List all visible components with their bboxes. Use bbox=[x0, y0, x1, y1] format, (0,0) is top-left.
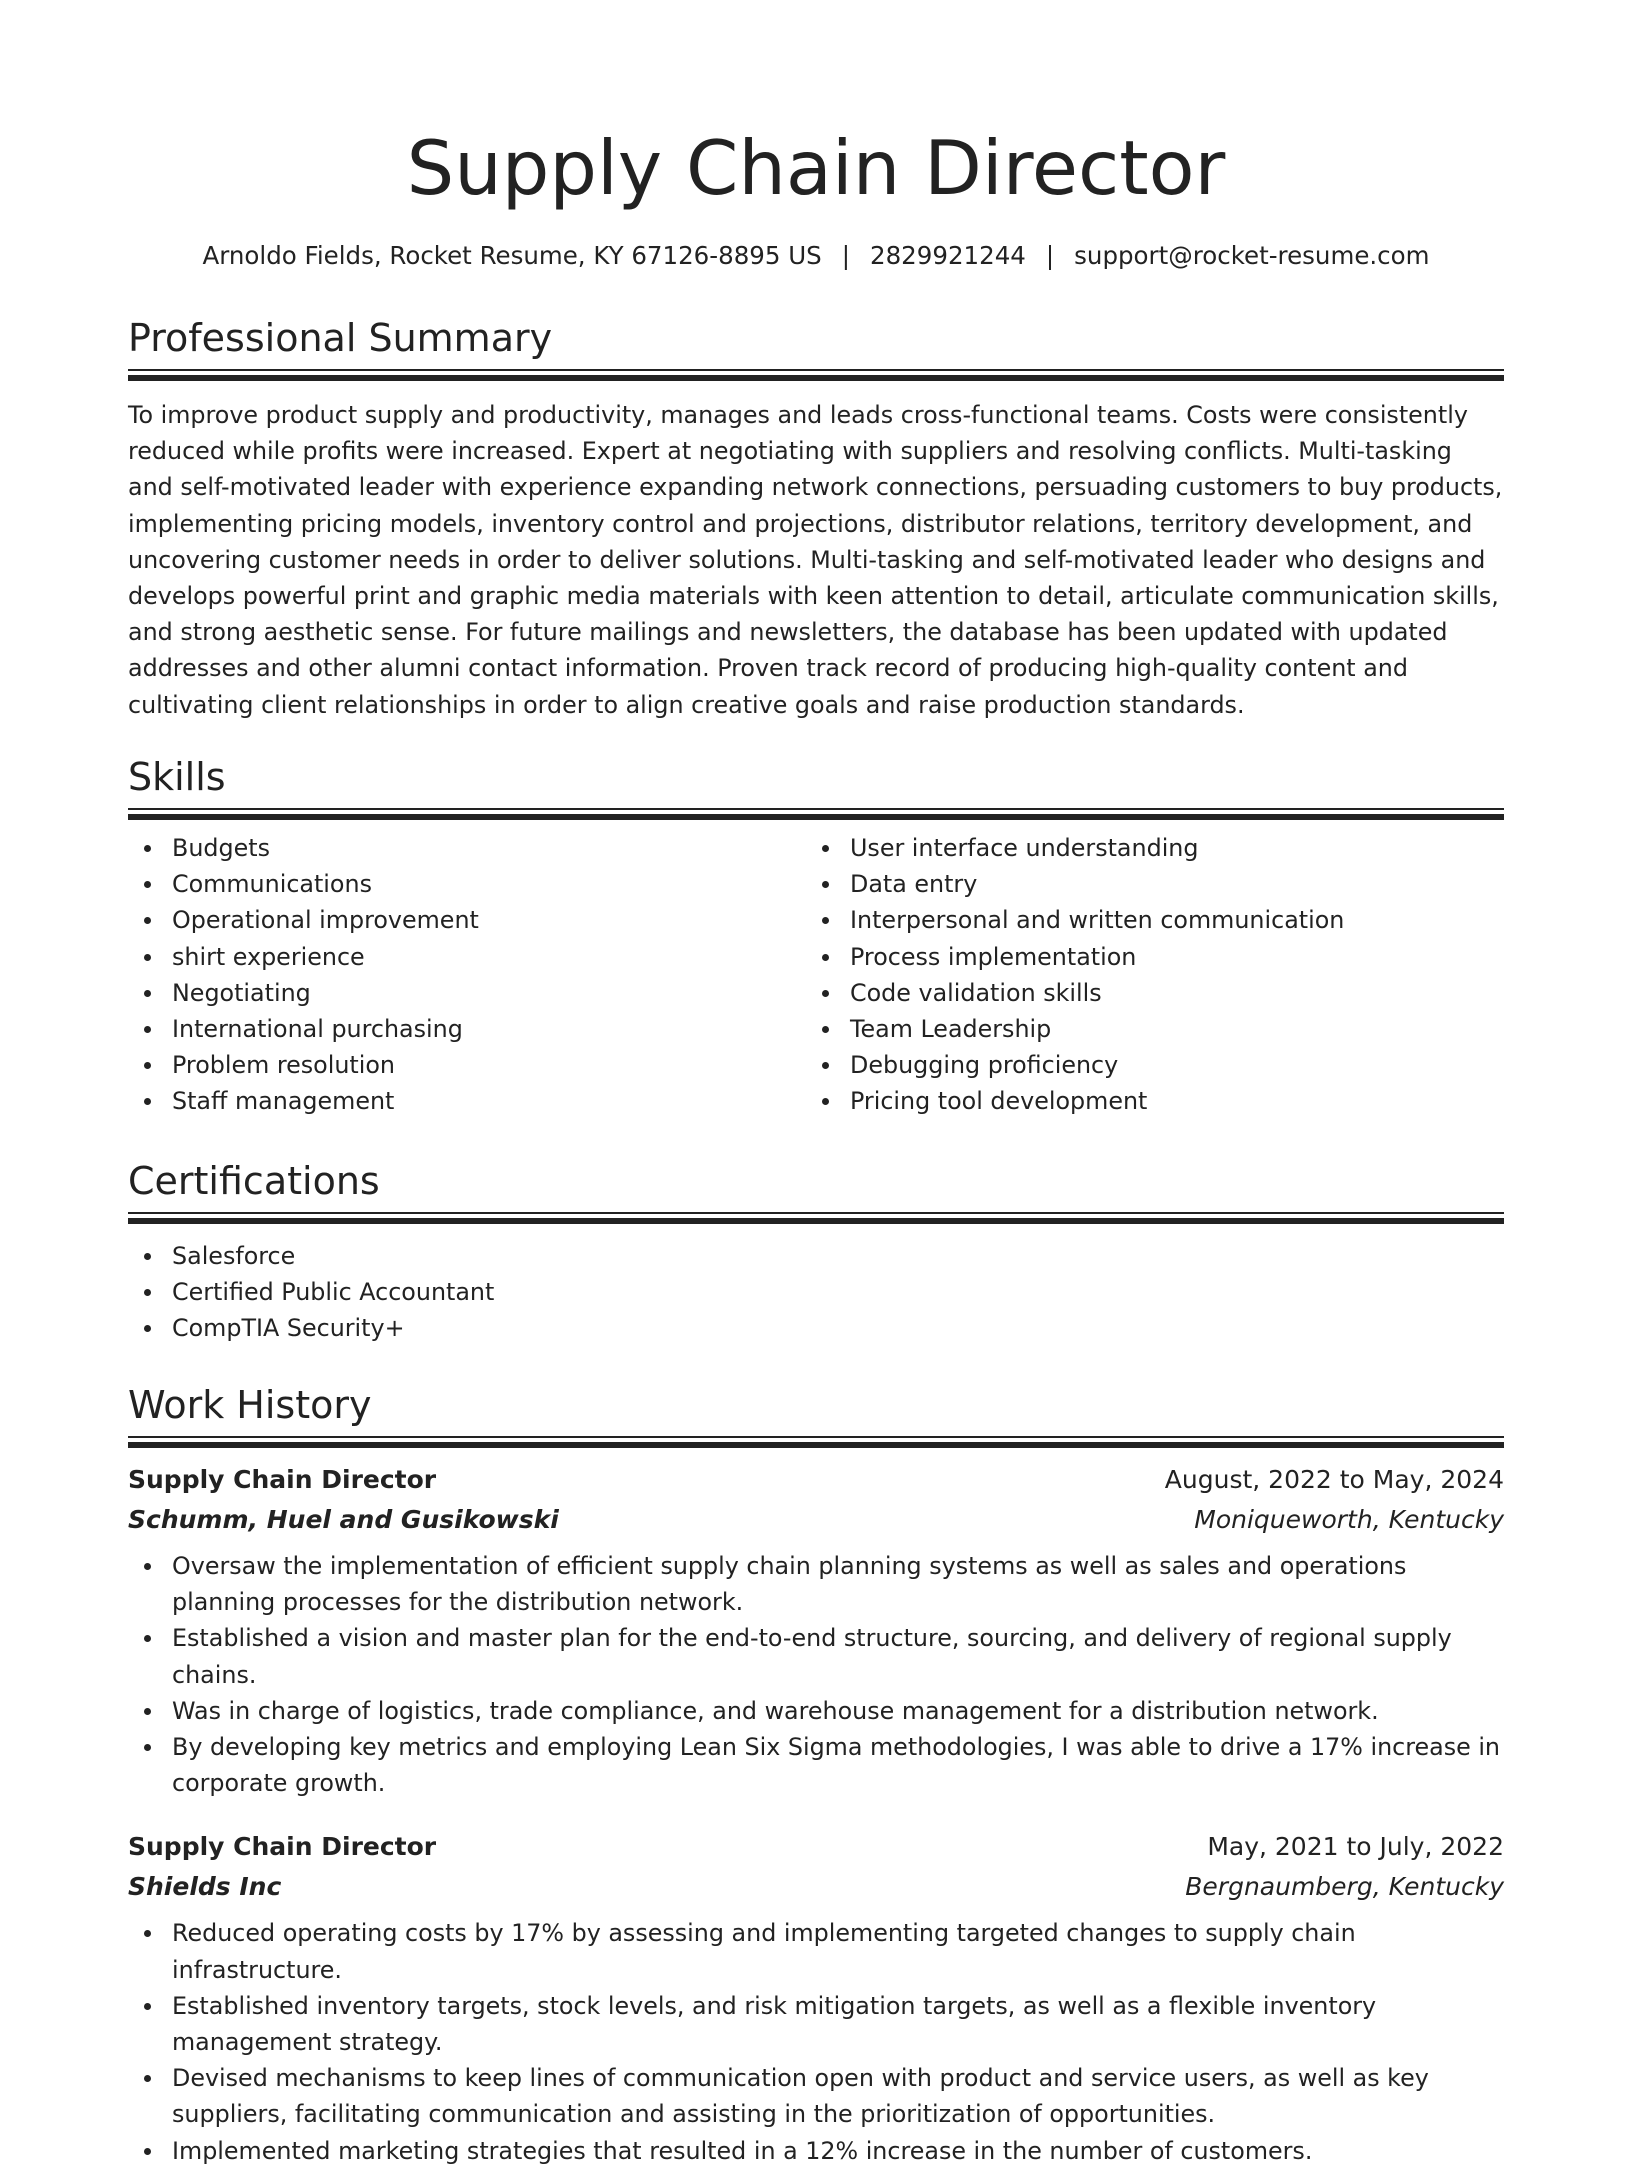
certification-item: CompTIA Security+ bbox=[172, 1310, 1504, 1346]
skill-item: Data entry bbox=[850, 866, 1484, 902]
skill-item: Problem resolution bbox=[172, 1047, 806, 1083]
skill-item: Interpersonal and written communication bbox=[850, 902, 1484, 938]
skills-heading: Skills bbox=[128, 755, 226, 799]
skill-item: User interface understanding bbox=[850, 830, 1484, 866]
work-history-section bbox=[128, 1380, 1504, 2169]
jobs-list bbox=[128, 1460, 1504, 2169]
job-bullet: Oversaw the implementation of efficient supply chain planning systems as well as sales and operations planning processes for the distribution network. bbox=[172, 1548, 1504, 1620]
job-bullet: Established inventory targets, stock levels, and risk mitigation targets, as well as a flexible inventory management strategy. bbox=[172, 1988, 1504, 2060]
summary-text: To improve product supply and productivity, manages and leads cross-functional teams. Costs were consistently reduced while profits were increased. Expert at negotiating with suppliers and resolving conflicts. Multi-tasking and self-motivated leader with experience expanding network connections, persuading customers to buy products, implementing pricing models, inventory control and projections, distributor relations, territory development, and uncovering customer needs in order to deliver solutions. Multi-tasking and self-motivated leader who designs and develops powerful print and graphic media materials with keen attention to detail, articulate communication skills, and strong aesthetic sense. For future mailings and newsletters, the database has been updated with updated addresses and other alumni contact information. Proven track record of producing high-quality content and cultivating client relationships in order to align creative goals and raise production standards. bbox=[128, 401, 1503, 719]
job-bullets bbox=[128, 1915, 1504, 2168]
contact-separator: | bbox=[1045, 241, 1055, 270]
skill-item: International purchasing bbox=[172, 1011, 806, 1047]
job-location: Bergnaumberg, Kentucky bbox=[1185, 1872, 1504, 1902]
job-header-row bbox=[128, 1460, 1504, 1500]
skills-list-right bbox=[806, 830, 1484, 1120]
skill-item: Communications bbox=[172, 866, 806, 902]
job-bullets bbox=[128, 1548, 1504, 1801]
job-location: Moniqueworth, Kentucky bbox=[1194, 1505, 1504, 1534]
certification-item: Salesforce bbox=[172, 1238, 1504, 1274]
job-dates: May, 2021 to July, 2022 bbox=[1207, 1832, 1504, 1862]
contact-phone: 2829921244 bbox=[870, 241, 1026, 270]
summary-heading: Professional Summary bbox=[128, 316, 553, 360]
contact-email: support@rocket-resume.com bbox=[1074, 241, 1430, 270]
skill-item: Code validation skills bbox=[850, 975, 1484, 1011]
job-company: Shields Inc bbox=[128, 1872, 282, 1902]
certification-item: Certified Public Accountant bbox=[172, 1274, 1504, 1310]
job-company: Schumm, Huel and Gusikowski bbox=[128, 1505, 559, 1534]
skills-list-left bbox=[128, 830, 806, 1120]
job-entry bbox=[128, 1460, 1504, 1801]
skill-item: Debugging proficiency bbox=[850, 1047, 1484, 1083]
job-company-row bbox=[128, 1500, 1504, 1540]
work-history-heading: Work History bbox=[128, 1383, 372, 1427]
skill-item: Pricing tool development bbox=[850, 1083, 1484, 1119]
job-entry bbox=[128, 1827, 1504, 2168]
section-divider bbox=[128, 369, 1504, 381]
job-header-row bbox=[128, 1827, 1504, 1867]
job-title: Supply Chain Director bbox=[128, 1465, 437, 1494]
skill-item: shirt experience bbox=[172, 939, 806, 975]
section-divider bbox=[128, 1212, 1504, 1224]
job-bullet: Was in charge of logistics, trade compliance, and warehouse management for a distribution network. bbox=[172, 1693, 1504, 1729]
skills-grid bbox=[128, 830, 1504, 1120]
certifications-heading: Certifications bbox=[128, 1159, 380, 1203]
skills-column-left bbox=[128, 830, 806, 1120]
skill-item: Staff management bbox=[172, 1083, 806, 1119]
skill-item: Budgets bbox=[172, 830, 806, 866]
job-bullet: Reduced operating costs by 17% by assessing and implementing targeted changes to supply chain infrastructure. bbox=[172, 1915, 1504, 1987]
job-bullet: Devised mechanisms to keep lines of communication open with product and service users, as well as key suppliers, facilitating communication and assisting in the prioritization of opportunities. bbox=[172, 2060, 1504, 2132]
skills-column-right bbox=[806, 830, 1484, 1120]
contact-address: Arnoldo Fields, Rocket Resume, KY 67126-8895 US bbox=[202, 241, 822, 270]
skill-item: Operational improvement bbox=[172, 902, 806, 938]
skill-item: Negotiating bbox=[172, 975, 806, 1011]
section-divider bbox=[128, 808, 1504, 820]
skills-section bbox=[128, 752, 1504, 1120]
summary-section bbox=[128, 313, 1504, 723]
certifications-section bbox=[128, 1156, 1504, 1347]
job-company-row bbox=[128, 1867, 1504, 1907]
contact-separator: | bbox=[841, 241, 850, 270]
skill-item: Team Leadership bbox=[850, 1011, 1484, 1047]
section-divider bbox=[128, 1436, 1504, 1448]
job-title: Supply Chain Director bbox=[128, 1832, 437, 1862]
certifications-list bbox=[128, 1238, 1504, 1347]
contact-line bbox=[128, 236, 1504, 276]
job-bullet: Implemented marketing strategies that resulted in a 12% increase in the number of customers. bbox=[172, 2133, 1504, 2169]
resume-title: Supply Chain Director bbox=[406, 124, 1226, 212]
skill-item: Process implementation bbox=[850, 939, 1484, 975]
job-dates: August, 2022 to May, 2024 bbox=[1164, 1465, 1504, 1494]
job-bullet: Established a vision and master plan for the end-to-end structure, sourcing, and delivery of regional supply chains. bbox=[172, 1620, 1504, 1692]
job-bullet: By developing key metrics and employing Lean Six Sigma methodologies, I was able to drive a 17% increase in corporate growth. bbox=[172, 1729, 1504, 1801]
